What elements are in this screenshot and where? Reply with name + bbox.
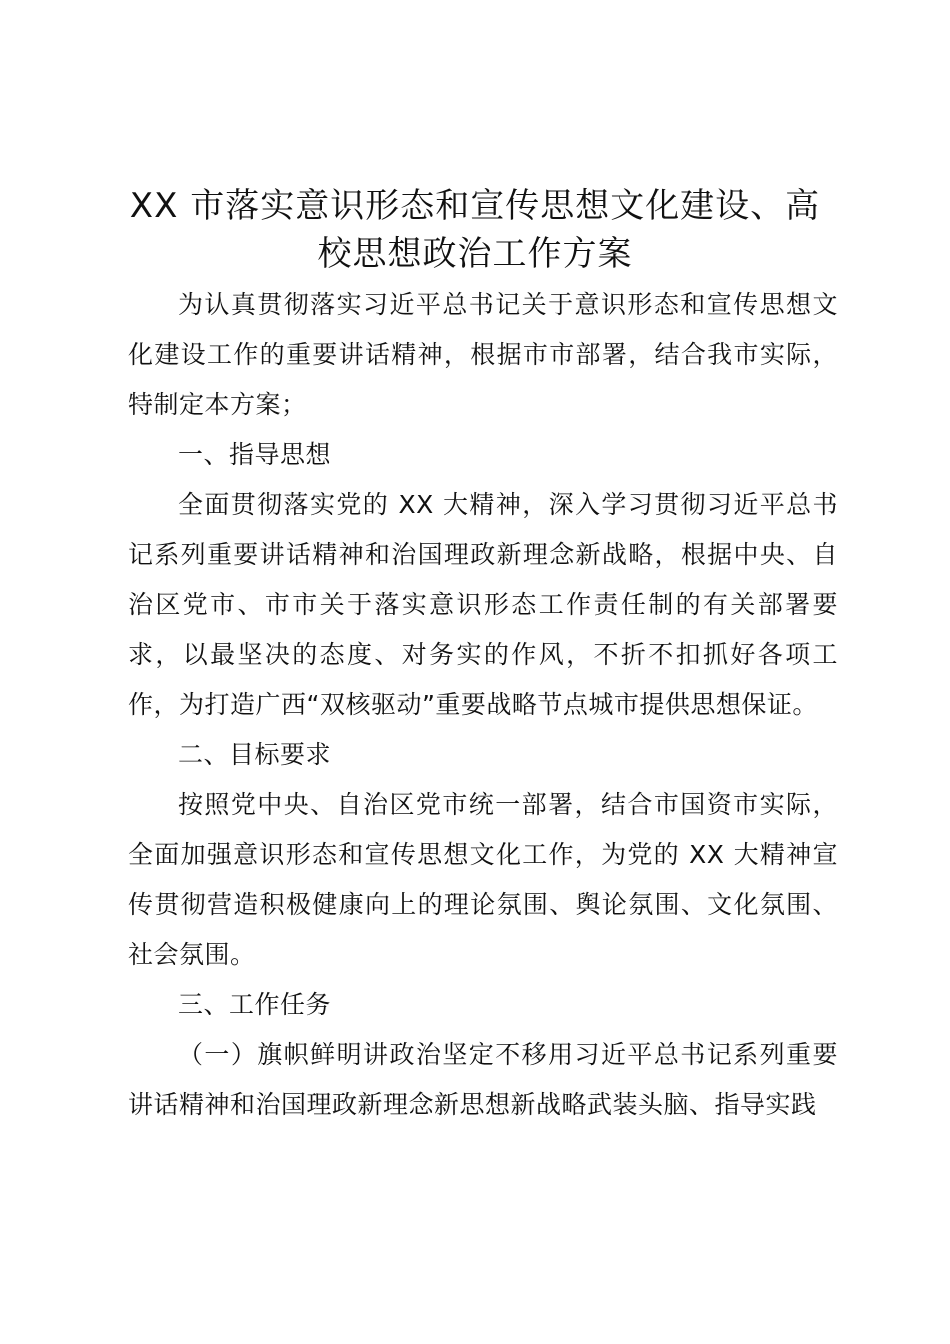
section-heading-tasks: 三、工作任务 — [178, 990, 332, 1019]
document-title — [100, 182, 850, 278]
goals-paragraph: 按照党中央、自治区党市统一部署，结合市国资市实际，全面加强意识形态和宣传思想文化工作，为党的 XX 大精神宣传贯彻营造积极健康向上的理论氛围、舆论氛围、文化氛围、社会氛围。 — [128, 790, 838, 969]
task-item-1-paragraph: （一）旗帜鲜明讲政治坚定不移用习近平总书记系列重要讲话精神和治国理政新理念新思想新战略武装头脑、指导实践 — [128, 1040, 838, 1119]
guiding-ideology-paragraph: 全面贯彻落实党的 XX 大精神，深入学习贯彻习近平总书记系列重要讲话精神和治国理政新理念新战略，根据中央、自治区党市、市市关于落实意识形态工作责任制的有关部署要求，以最坚决的态度、对务实的作风，不折不扣抓好各项工作，为打造广西“双核驱动”重要战略节点城市提供思想保证。 — [128, 490, 838, 719]
section-heading-guiding-ideology: 一、指导思想 — [178, 440, 332, 469]
intro-paragraph: 为认真贯彻落实习近平总书记关于意识形态和宣传思想文化建设工作的重要讲话精神，根据市市部署，结合我市实际，特制定本方案； — [128, 290, 838, 419]
document-body — [128, 280, 838, 1130]
section-heading-goals: 二、目标要求 — [178, 740, 332, 769]
title-line-1: XX 市落实意识形态和宣传思想文化建设、高 — [129, 186, 821, 226]
title-line-2: 校思想政治工作方案 — [317, 234, 633, 274]
